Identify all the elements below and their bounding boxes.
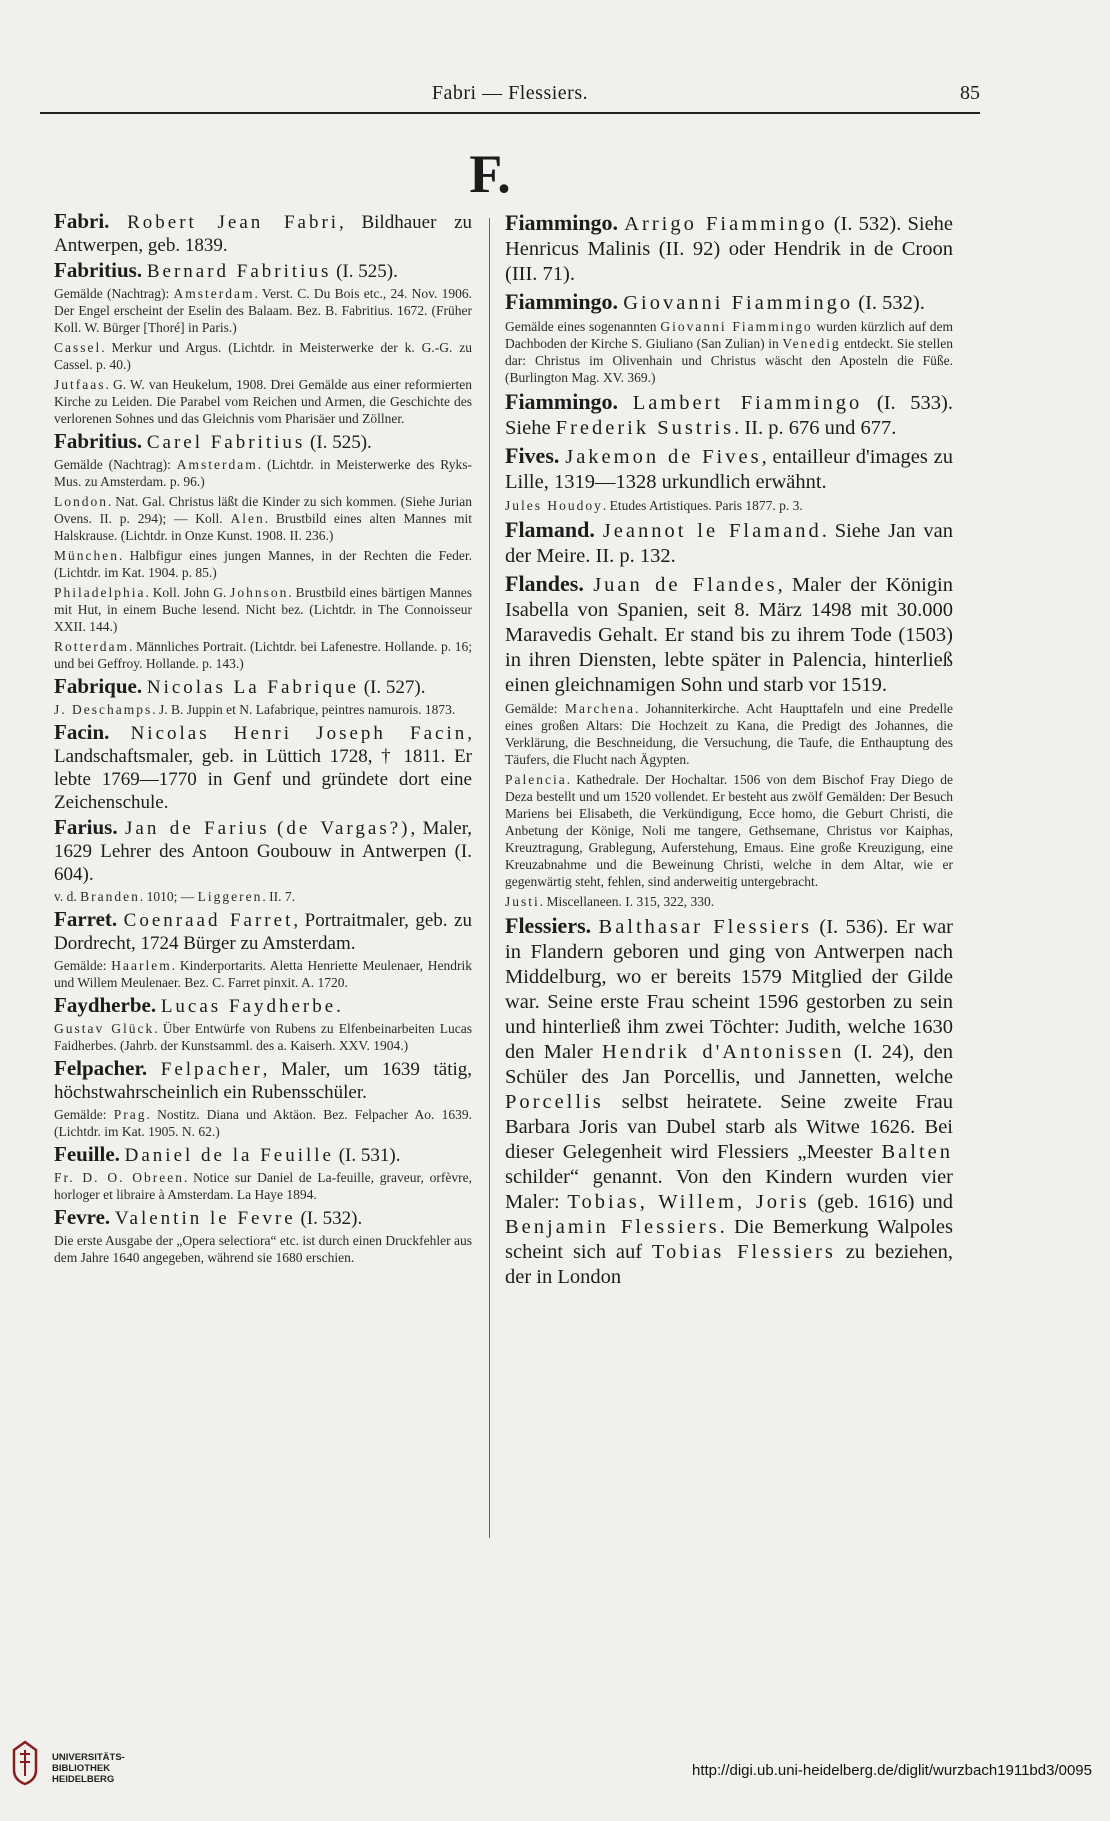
person-name: Giovanni Fiammingo	[660, 319, 813, 334]
university-name	[52, 1752, 125, 1785]
note-text: . Johanniterkirche. Acht Haupttafeln und eine Predelle eines großen Altars: Die Hochzeit zu Kana, die Predigt des Johannes, die Verklärung, die Beschneidung, die Versuchung, die Taufe, die Enthauptung des Täufers, die Flucht nach Ägypten.	[505, 701, 953, 767]
university-line: BIBLIOTHEK	[52, 1763, 111, 1774]
author-name: Gustav Glück	[54, 1021, 155, 1036]
entry-text: , Maler, um 1639 tätig, höchstwahrscheinlich ein Rubensschüler.	[54, 1059, 472, 1103]
artist-name: Bernard Fabritius	[146, 261, 332, 282]
author-name: Jules Houdoy	[505, 498, 603, 513]
artist-name: Giovanni Fiammingo	[623, 292, 854, 314]
artist-name: Valentin le Fevre	[114, 1208, 296, 1229]
artist-name: Frederik Sustris	[555, 417, 735, 439]
note-text: . Merkur und Argus. (Lichtdr. in Meisterwerke der k. G.-G. zu Cassel. p. 40.)	[54, 340, 472, 372]
note-text: . Halbfigur eines jungen Mannes, in der Rechten die Feder. (Lichtdr. im Kat. 1904. p. 85.)	[54, 548, 472, 580]
note-text: Die erste Ausgabe der „Opera selectiora“ etc. ist durch einen Druckfehler aus dem Jahre 1640 angegeben, während sie 1680 erschien.	[54, 1233, 472, 1265]
headword: Fabritius.	[54, 429, 143, 453]
headword: Fives.	[505, 443, 560, 468]
note-text: . Nat. Gal. Christus läßt die Kinder zu sich kommen. (Siehe Jurian Ovens. II. p. 294); — Koll.	[54, 494, 472, 526]
entry-text: , entailleur d'images zu Lille, 1319—1328 urkundlich erwähnt.	[505, 446, 953, 493]
entry-text: zu beziehen, der in London	[505, 1241, 953, 1288]
entry-text: schilder“ genannt. Von den Kindern wurden vier Maler:	[505, 1166, 953, 1213]
page-number: 85	[960, 82, 980, 104]
person-name: Tobias Flessiers	[651, 1241, 836, 1263]
university-logo-icon	[12, 1740, 38, 1786]
note-text: . G. W. van Heukelum, 1908. Drei Gemälde aus einer reformierten Kirche zu Leiden. Die Parabel vom Reichen und Armen, die Geschichte des verlorenen Sohnes und das Gleichnis vom Pharisäer und Zöllner.	[54, 377, 472, 426]
entry-fevre	[54, 1206, 472, 1230]
person-name: Benjamin Flessiers	[505, 1216, 720, 1238]
artist-name: Jan de Farius	[125, 818, 270, 839]
place-name: Philadelphia	[54, 585, 146, 600]
artist-name: Jeannot le Flamand	[602, 520, 822, 542]
university-line: UNIVERSITÄTS-	[52, 1752, 125, 1763]
note	[505, 771, 953, 890]
note-text: . Etudes Artistiques. Paris 1877. p. 3.	[602, 498, 803, 513]
entry-text: (I. 532).	[295, 1208, 363, 1229]
place-name: Alen	[230, 511, 265, 526]
note-label: Gemälde:	[505, 701, 565, 716]
note-text: . II. 7.	[262, 889, 295, 904]
note	[505, 497, 953, 514]
column-divider	[489, 218, 490, 1538]
place-name: Cassel	[54, 340, 102, 355]
note-label: Gemälde (Nachtrag):	[54, 286, 174, 301]
entry-text: , Landschaftsmaler, geb. in Lüttich 1728, † 1811. Er lebte 1769—1770 in Genf und gründete dort eine Zeichenschule.	[54, 723, 473, 813]
note-text: . Über Entwürfe von Rubens zu Elfenbeinarbeiten Lucas Faidherbes. (Jahrb. der Kunstsamml. des a. Kaiserh. XXV. 1904.)	[54, 1021, 472, 1053]
note	[54, 1232, 472, 1266]
entry-fives	[505, 443, 953, 495]
headword: Flamand.	[505, 517, 595, 542]
entry-text: (I. 24), den Schüler des Jan Porcellis, und Jannetten, welche	[505, 1041, 953, 1088]
note-text: . Brustbild eines bärtigen Mannes mit Hut, in einem Buche lesend. Nicht bez. (Lichtdr. in The Connoisseur XXII. 144.)	[54, 585, 472, 634]
note-label: Gemälde:	[54, 1107, 114, 1122]
place-name: Jutfaas	[54, 377, 106, 392]
entry-text: (geb. 1616) und	[809, 1191, 953, 1213]
left-column	[54, 210, 472, 1269]
entry-fabri	[54, 210, 472, 257]
entry-fabritius-bernard	[54, 259, 472, 283]
note-text: . Kathedrale. Der Hochaltar. 1506 von dem Bischof Fray Diego de Deza bestellt und um 1520 vollendet. Er besteht aus zwölf Gemälden: Der Besuch Mariens bei Elisabeth, die Verkündigung, Ecce homo, die Geburt Christi, die Anbetung der Könige, Noli me tangere, Gethsemane, Christus vor Kaiphas, Kreuztragung, Grablegung, Auferstehung, Emaus. Eine große Kreuzigung, eine Kreuzabnahme und die Beweinung Christi, welche in dem Altar, wie er gegenwärtig steht, fehlen, sind anderweitig untergebracht.	[505, 772, 953, 889]
note	[54, 493, 472, 544]
note	[505, 318, 953, 386]
note-text: . Männliches Portrait. (Lichtdr. bei Lafenestre. Hollande. p. 16; und bei Geffroy. Hollande. p. 143.)	[54, 639, 472, 671]
headword: Faydherbe.	[54, 993, 157, 1017]
entry-fabritius-carel	[54, 430, 472, 454]
entry-flessiers	[505, 913, 953, 1290]
entry-text: (I. 527).	[358, 677, 426, 698]
artist-alias: (de Vargas?)	[277, 818, 411, 839]
place-name: Marchena	[565, 701, 635, 716]
headword: Flessiers.	[505, 913, 592, 938]
note	[54, 339, 472, 373]
note	[54, 285, 472, 336]
place-name: Prag	[113, 1107, 147, 1122]
headword: Fiammingo.	[505, 289, 619, 314]
entry-text: .	[336, 996, 341, 1017]
headword: Fabri.	[54, 209, 110, 233]
note-text: entdeckt. Sie stellen dar: Christus im Olivenhain und Christus wäscht den Aposteln die Füße. (Burlington Mag. XV. 369.)	[505, 336, 954, 385]
headword: Felpacher.	[54, 1056, 148, 1080]
artist-name: Coenraad Farret	[123, 910, 294, 931]
entry-felpacher	[54, 1057, 472, 1104]
note-label: Gemälde eines sogenannten	[505, 319, 661, 334]
entry-fiammingo-lambert	[505, 389, 953, 441]
place-name: Venedig	[782, 336, 841, 351]
entry-faydherbe	[54, 994, 472, 1018]
artist-name: Balthasar Flessiers	[598, 916, 813, 938]
note-text: . Kinderportarits. Aletta Henriette Meulenaer, Hendrik und Willem Meulenaer. Bez. C. Farret pinxit. A. 1720.	[54, 958, 473, 990]
source-url-link[interactable]: http://digi.ub.uni-heidelberg.de/diglit/wurzbach1911bd3/0095	[691, 1762, 1092, 1779]
person-name: Hendrik d'Antonissen	[601, 1041, 845, 1063]
entry-facin	[54, 721, 472, 814]
note	[54, 456, 472, 490]
person-name: Tobias, Willem, Joris	[567, 1191, 810, 1213]
running-header	[40, 80, 980, 114]
headword: Feuille.	[54, 1142, 120, 1166]
note-label: Gemälde:	[54, 958, 112, 973]
headword: Fevre.	[54, 1205, 111, 1229]
place-name: Haarlem	[111, 958, 172, 973]
entry-text: , Maler, 1629 Lehrer des Antoon Goubouw in Antwerpen (I. 604).	[54, 818, 473, 885]
place-name: Amsterdam	[176, 457, 258, 472]
artist-name: Felpacher	[160, 1059, 263, 1080]
entry-fiammingo-giovanni	[505, 289, 953, 316]
headword: Farret.	[54, 907, 118, 931]
headword: Fabritius.	[54, 258, 143, 282]
artist-name: Carel Fabritius	[146, 432, 306, 453]
artist-name: Lambert Fiammingo	[632, 392, 863, 414]
entry-text: selbst heiratete. Seine zweite Frau Barbara Joris van Dubel starb als Witwe 1626. Bei dieser Gelegenheit wird Flessiers „Meester	[505, 1091, 953, 1163]
entry-farius	[54, 816, 472, 886]
entry-text: . Siehe Jan van der Meire. II. p. 132.	[505, 520, 954, 567]
note	[505, 700, 953, 768]
note-text: . (Lichtdr. in Meisterwerke des Ryks-Mus. zu Amsterdam. p. 96.)	[54, 457, 472, 489]
note-text: . Brustbild eines alten Mannes mit Halskrause. (Lichtdr. in Onze Kunst. 1908. II. 236.)	[54, 511, 473, 543]
note-label: Gemälde (Nachtrag):	[54, 457, 177, 472]
note-text: v. d.	[54, 889, 81, 904]
entry-text: , Bildhauer zu Antwerpen, geb. 1839.	[54, 212, 473, 256]
place-name: Rotterdam	[54, 639, 129, 654]
place-name: München	[54, 548, 119, 563]
note	[54, 701, 472, 718]
entry-text: . II. p. 676 und 677.	[734, 417, 897, 439]
place-name: Amsterdam	[173, 286, 255, 301]
note	[505, 893, 953, 910]
entry-text: (I. 532).	[853, 292, 925, 314]
person-name: Johnson	[230, 585, 289, 600]
note	[54, 638, 472, 672]
right-column	[505, 210, 953, 1292]
place-name: Palencia	[505, 772, 567, 787]
author-name: Branden	[80, 889, 140, 904]
entry-flandes	[505, 571, 953, 698]
note	[54, 547, 472, 581]
note	[54, 584, 472, 635]
entry-fabrique	[54, 675, 472, 699]
headword: Farius.	[54, 815, 118, 839]
artist-name: Lucas Faydherbe	[160, 996, 337, 1017]
note	[54, 1106, 472, 1140]
entry-text: , Maler der Königin Isabella von Spanien, seit 8. März 1498 mit 30.000 Maravedis Gehalt. Er stand bis zu ihrem Tode (1503) in ihren Diensten, lebte später in Palencia, hinterließ einen gleichnamigen Sohn und starb vor 1519.	[505, 574, 953, 696]
university-line: HEIDELBERG	[52, 1774, 115, 1785]
note	[54, 957, 472, 991]
entry-text: . Die Bemerkung Walpoles scheint sich auf	[505, 1216, 953, 1263]
artist-name: Juan de Flandes	[593, 574, 778, 596]
entry-text: (I. 533). Siehe	[505, 392, 953, 439]
place-name: London	[54, 494, 108, 509]
entry-farret	[54, 908, 472, 955]
section-letter: F.	[469, 144, 511, 204]
artist-name: Robert Jean Fabri	[127, 212, 340, 233]
note-text: . 1010; —	[139, 889, 198, 904]
note	[54, 888, 472, 905]
entry-feuille	[54, 1143, 472, 1167]
entry-fiammingo-arrigo	[505, 210, 953, 287]
headword: Flandes.	[505, 571, 584, 596]
footer-bar	[0, 1722, 1110, 1821]
artist-name: Jakemon de Fives	[565, 446, 762, 468]
note-text: . Miscellaneen. I. 315, 322, 330.	[539, 894, 715, 909]
note	[54, 1169, 472, 1203]
artist-name: Daniel de la Feuille	[124, 1145, 334, 1166]
headword: Fiammingo.	[505, 210, 619, 235]
headword: Fabrique.	[54, 674, 143, 698]
note-text: . Notice sur Daniel de La-feuille, graveur, orfèvre, horloger et libraire à Amsterdam. La Haye 1894.	[54, 1170, 472, 1202]
person-name: Porcellis	[505, 1091, 604, 1113]
artist-name: Nicolas La Fabrique	[146, 677, 359, 698]
note-text: . J. B. Juppin et N. Lafabrique, peintres namurois. 1873.	[152, 702, 456, 717]
entry-text: (I. 536). Er war in Flandern geboren und ging von Antwerpen nach Middelburg, wo er bereits 1579 Mitglied der Gilde war. Seine erste Frau scheint 1596 gestorben zu sein und hinterließ ihm zwei Töchter: Judith, welche 1630 den Maler	[505, 916, 954, 1063]
artist-name: Arrigo Fiammingo	[624, 213, 828, 235]
entry-text: (I. 525).	[305, 432, 372, 453]
note	[54, 376, 472, 427]
entry-text: , Portraitmaler, geb. zu Dordrecht, 1724 Bürger zu Amsterdam.	[54, 910, 472, 954]
note-text: . Nostitz. Diana und Aktäon. Bez. Felpacher Ao. 1639. (Lichtdr. im Kat. 1905. N. 62.)	[54, 1107, 472, 1139]
author-name: Justi	[505, 894, 540, 909]
headword: Fiammingo.	[505, 389, 619, 414]
headword: Facin.	[54, 720, 110, 744]
source-name: Liggeren	[197, 889, 263, 904]
note-text: . Koll. John G.	[145, 585, 231, 600]
header-title: Fabri — Flessiers.	[431, 82, 589, 104]
entry-text: (I. 525).	[331, 261, 398, 282]
note-text: wurden kürzlich auf dem Dachboden der Kirche S. Giuliano (San Zulian) in	[505, 319, 953, 351]
note-text: . Verst. C. Du Bois etc., 24. Nov. 1906. Der Engel erscheint der Eselin des Balaam. Bez. B. Fabritius. 1672. (Früher Koll. W. Bürger [Thoré] in Paris.)	[54, 286, 472, 335]
author-name: Fr. D. O. Obreen	[54, 1170, 184, 1185]
note	[54, 1020, 472, 1054]
author-name: J. Deschamps	[54, 702, 153, 717]
person-name: Balten	[881, 1141, 953, 1163]
entry-flamand	[505, 517, 953, 569]
artist-name: Nicolas Henri Joseph Facin	[130, 723, 468, 744]
entry-text: (I. 532). Siehe Henricus Malinis (II. 92) oder Hendrik in de Croon (III. 71).	[505, 213, 954, 285]
entry-text: (I. 531).	[333, 1145, 401, 1166]
